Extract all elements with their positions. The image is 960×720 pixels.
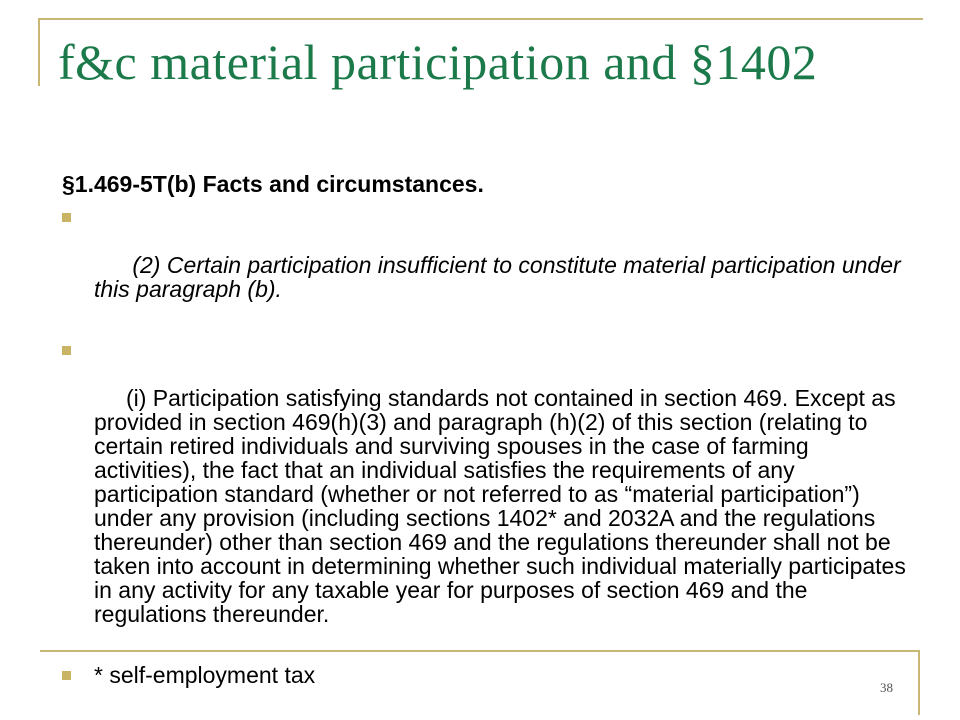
slide-title: f&c material participation and §1402: [58, 34, 818, 90]
frame-line-top: [38, 18, 923, 20]
square-bullet-icon: [62, 346, 71, 355]
bullet-item: [62, 338, 912, 650]
frame-line-left: [38, 18, 40, 86]
bullet-item: [62, 663, 912, 687]
bullet-item: [62, 205, 912, 325]
square-bullet-icon: [62, 671, 71, 680]
page-number: 38: [880, 680, 893, 695]
slide-content: [62, 172, 912, 700]
section-heading: §1.469-5T(b) Facts and circumstances.: [62, 171, 484, 197]
frame-line-right: [918, 650, 920, 715]
square-bullet-icon: [62, 213, 71, 222]
bullet-text: (2) Certain participation insufficient to constitute material participation under this paragraph (b).: [94, 252, 908, 302]
bullet-text: * self-employment tax: [94, 662, 316, 688]
bullet-text: (i) Participation satisfying standards not contained in section 469. Except as provided in section 469(h)(3) and paragraph (h)(2) of this section (relating to certain retired individuals and surviving spouses in the case of farming activities), the fact that an individual satisfies the requirements of any participation standard (whether or not referred to as “material participation”) under any provision (including sections 1402* and 2032A and the regulations thereunder) other than section 469 and the regulations thereunder shall not be taken into account in determining whether such individual materially participates in any activity for any taxable year for purposes of section 469 and the regulations thereunder.: [94, 385, 913, 627]
